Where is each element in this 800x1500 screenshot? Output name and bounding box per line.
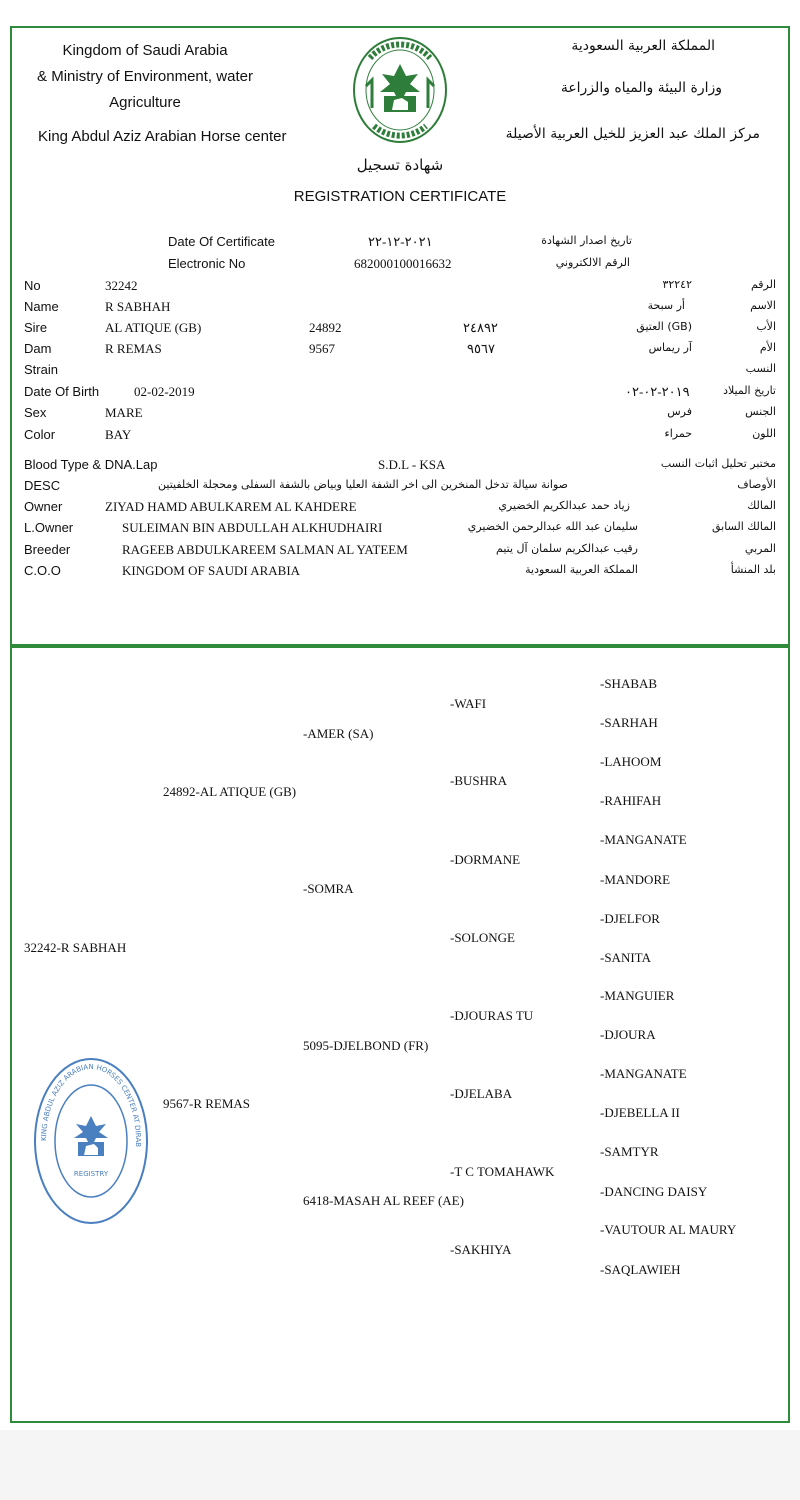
coo-value-ar: المملكة العربية السعودية: [525, 563, 638, 576]
no-label: No: [24, 278, 41, 293]
header-ar-line: مركز الملك عبد العزيز للخيل العربية الأصيلة: [505, 126, 760, 142]
dam-value: R REMAS: [105, 341, 162, 356]
desc-label-ar: الأوصاف: [737, 478, 776, 491]
pedigree-gen2: 5095-DJELBOND (FR): [303, 1038, 429, 1053]
header-ar-line: وزارة البيئة والمياه والزراعة: [560, 80, 722, 96]
breeder-label-ar: المربي: [744, 542, 776, 555]
desc-value-ar: صوانة سيالة تدخل المنخرين الى اخر الشفة العليا وبياض بالشفة السفلى ومحجلة الخلفيتين: [158, 478, 568, 491]
title-ar: شهادة تسجيل: [356, 156, 444, 174]
date-of-certificate-value: ٢٠٢١-١٢-٢٢: [368, 234, 433, 249]
dob-value-ar: ٢٠١٩-٠٢-٠٢: [625, 384, 690, 399]
breeder-label: Breeder: [24, 542, 71, 557]
pedigree-gen4: -SANITA: [600, 950, 651, 965]
blood-type-value: S.D.L - KSA: [378, 457, 446, 472]
sire-label: Sire: [24, 320, 48, 335]
pedigree-gen4: -MANGANATE: [600, 1066, 687, 1081]
dam-label-ar: الأم: [759, 341, 776, 354]
coo-value: KINGDOM OF SAUDI ARABIA: [122, 563, 301, 578]
pedigree-gen4: -RAHIFAH: [600, 793, 662, 808]
owner-label-ar: المالك: [747, 499, 776, 512]
pedigree-gen4: -DANCING DAISY: [600, 1184, 708, 1199]
sire-number-ar: ٢٤٨٩٢: [463, 320, 498, 335]
pedigree-gen4: -LAHOOM: [600, 754, 662, 769]
pedigree-gen4: -MANGANATE: [600, 832, 687, 847]
pedigree-gen3: -DJELABA: [450, 1086, 513, 1101]
breeder-value: RAGEEB ABDULKAREEM SALMAN AL YATEEM: [122, 542, 408, 557]
pedigree-gen3: -SAKHIYA: [450, 1242, 512, 1257]
pedigree-gen4: -SHABAB: [600, 676, 658, 691]
pedigree-gen4: -SAMTYR: [600, 1144, 659, 1159]
pedigree-subject: 32242-R SABHAH: [24, 940, 127, 955]
coo-label: C.O.O: [24, 563, 61, 578]
strain-label-ar: النسب: [745, 362, 776, 375]
owner-label: Owner: [24, 499, 63, 514]
breeder-value-ar: رقيب عبدالكريم سلمان آل يتيم: [496, 542, 638, 555]
color-label: Color: [24, 427, 56, 442]
pedigree-gen2: 6418-MASAH AL REEF (AE): [303, 1193, 464, 1208]
color-value-ar: حمراء: [664, 427, 692, 440]
sire-number: 24892: [309, 320, 342, 335]
pedigree-gen4: -DJEBELLA II: [600, 1105, 680, 1120]
pedigree-gen3: -BUSHRA: [450, 773, 508, 788]
date-of-certificate-label: Date Of Certificate: [168, 234, 275, 249]
pedigree-gen4: -MANDORE: [600, 872, 671, 887]
last-owner-label-ar: المالك السابق: [711, 520, 776, 533]
desc-label: DESC: [24, 478, 61, 493]
last-owner-value: SULEIMAN BIN ABDULLAH ALKHUDHAIRI: [122, 520, 383, 535]
registry-stamp-icon: [32, 1056, 150, 1226]
name-value-ar: أر سبحة: [647, 299, 685, 312]
header-en-line: Kingdom of Saudi Arabia: [62, 42, 228, 59]
sire-value-ar: (GB) العتيق: [636, 320, 692, 333]
title-en: REGISTRATION CERTIFICATE: [293, 188, 507, 205]
strain-label: Strain: [24, 362, 58, 377]
coo-label-ar: بلد المنشأ: [730, 563, 776, 576]
owner-value-ar: زياد حمد عبدالكريم الخضيري: [498, 499, 630, 512]
stamp-ring-text: KING ABDUL AZIZ ARABIAN HORSES CENTER AT DIRAB: [39, 1062, 143, 1148]
pedigree-gen3: -SOLONGE: [450, 930, 515, 945]
pedigree-gen2: -SOMRA: [303, 881, 354, 896]
sex-label-ar: الجنس: [745, 405, 776, 418]
header-en-line: Agriculture: [109, 94, 181, 111]
name-label-ar: الاسم: [750, 299, 776, 312]
dob-label-ar: تاريخ الميلاد: [723, 384, 776, 397]
header-ar-line: المملكة العربية السعودية: [571, 38, 715, 54]
dam-number: 9567: [309, 341, 335, 356]
sire-label-ar: الأب: [756, 320, 776, 333]
pedigree-sire: 24892-AL ATIQUE (GB): [163, 784, 297, 799]
color-label-ar: اللون: [752, 427, 776, 440]
dam-number-ar: ٩٥٦٧: [467, 341, 495, 356]
header-en-line: & Ministry of Environment, water: [37, 68, 253, 85]
no-value: 32242: [105, 278, 138, 293]
electronic-no-label: Electronic No: [168, 256, 246, 271]
sex-value-ar: فرس: [667, 405, 692, 418]
pedigree-gen4: -DJOURA: [600, 1027, 656, 1042]
pedigree-gen4: -DJELFOR: [600, 911, 660, 926]
dob-label: Date Of Birth: [24, 384, 100, 399]
no-value-ar: ٣٢٢٤٢: [662, 278, 692, 291]
pedigree-gen2: -AMER (SA): [303, 726, 374, 741]
header-en: [0, 38, 290, 116]
ministry-logo-icon: [350, 34, 450, 154]
pedigree-dam: 9567-R REMAS: [163, 1096, 251, 1111]
stamp-center-text: REGISTRY: [73, 1170, 109, 1178]
electronic-no-value: 682000100016632: [354, 256, 452, 271]
blood-type-label: Blood Type & DNA.Lap: [24, 457, 158, 472]
dam-value-ar: آر ريماس: [648, 341, 692, 354]
pedigree-gen4: -VAUTOUR AL MAURY: [600, 1222, 737, 1237]
pedigree-gen3: -WAFI: [450, 696, 487, 711]
pedigree-gen4: -SARHAH: [600, 715, 658, 730]
no-label-ar: الرقم: [750, 278, 776, 291]
sex-value: MARE: [105, 405, 143, 420]
date-of-certificate-label-ar: تاريخ اصدار الشهادة: [541, 234, 632, 247]
last-owner-value-ar: سليمان عبد الله عبدالرحمن الخضيري: [467, 520, 638, 533]
pedigree-gen4: -MANGUIER: [600, 988, 675, 1003]
pedigree-frame: [10, 646, 790, 1423]
electronic-no-label-ar: الرقم الالكتروني: [555, 256, 630, 269]
pedigree-gen3: -DJOURAS TU: [450, 1008, 534, 1023]
dob-value: 02-02-2019: [134, 384, 195, 399]
sire-value: AL ATIQUE (GB): [105, 320, 202, 335]
name-label: Name: [24, 299, 59, 314]
pedigree-gen4: -SAQLAWIEH: [600, 1262, 681, 1277]
dam-label: Dam: [24, 341, 52, 356]
color-value: BAY: [105, 427, 132, 442]
pedigree-gen3: -T C TOMAHAWK: [450, 1164, 555, 1179]
owner-value: ZIYAD HAMD ABULKAREM AL KAHDERE: [105, 499, 357, 514]
header-en-center: King Abdul Aziz Arabian Horse center: [38, 128, 287, 145]
pedigree-gen3: -DORMANE: [450, 852, 521, 867]
sex-label: Sex: [24, 405, 47, 420]
blood-type-label-ar: مختبر تحليل اثبات النسب: [660, 457, 776, 470]
bottom-strip: [0, 1430, 800, 1500]
name-value: R SABHAH: [105, 299, 171, 314]
last-owner-label: L.Owner: [24, 520, 74, 535]
